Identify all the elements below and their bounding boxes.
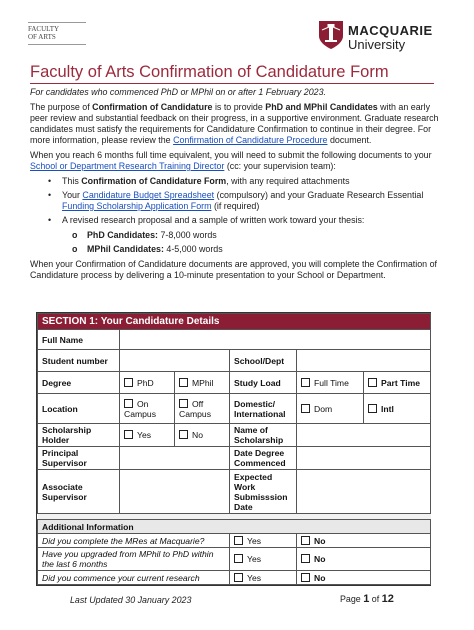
upgrade-question: Have you upgraded from MPhil to PhD within the last 6 months	[38, 548, 230, 571]
upgrade-no-option[interactable]	[297, 548, 431, 571]
title-divider	[30, 83, 434, 84]
option-label: On Campus	[124, 398, 156, 419]
full-name-field[interactable]	[120, 330, 431, 350]
checkbox[interactable]	[368, 404, 377, 413]
option-label: No	[314, 572, 326, 583]
option-label: MPhil	[192, 377, 214, 388]
student-number-label: Student number	[38, 350, 120, 372]
dom-option[interactable]	[297, 394, 364, 424]
logo-name-line2: University	[348, 37, 406, 52]
scholarship-form-link[interactable]: Funding Scholarship Application Form	[62, 201, 212, 211]
text: with an early peer review and substantial feedback on their progress, in a supportive environment. Graduate research candidates must satisfy the requirements for Candidature Confirmation to continue in their degree. For more information, please review the	[30, 102, 439, 145]
additional-info-heading: Additional Information	[38, 520, 431, 534]
option-label: No	[192, 430, 203, 440]
upgrade-yes-option[interactable]	[230, 548, 297, 571]
text: The purpose of	[30, 102, 93, 112]
mres-yes-option[interactable]	[230, 534, 297, 548]
off-campus-option[interactable]	[175, 394, 230, 424]
commence-no-option[interactable]	[297, 571, 431, 585]
mres-question: Did you complete the MRes at Macquarie?	[38, 534, 230, 548]
full-time-option[interactable]	[297, 372, 364, 394]
location-label: Location	[38, 394, 120, 424]
checkbox[interactable]	[124, 399, 133, 408]
logo-name-line1: MACQUARIE	[348, 23, 433, 38]
list-item	[30, 190, 440, 212]
current-page: 1	[363, 593, 370, 605]
part-time-option[interactable]	[364, 372, 431, 394]
school-dept-field[interactable]	[297, 350, 431, 372]
checkbox[interactable]	[124, 378, 133, 387]
option-label: Part Time	[381, 377, 421, 388]
text: , with any required attachments	[226, 176, 350, 186]
date-commenced-label: Date Degree Commenced	[230, 447, 297, 470]
checkbox[interactable]	[179, 399, 188, 408]
checkbox[interactable]	[368, 378, 377, 387]
text: A revised research proposal and a sample of written work toward your thesis:	[62, 215, 365, 225]
scholarship-no-option[interactable]	[175, 424, 230, 447]
text: is to provide	[212, 102, 266, 112]
checkbox[interactable]	[301, 536, 310, 545]
intro-section	[30, 87, 440, 285]
option-label: Dom	[314, 403, 333, 414]
scholarship-name-label: Name of Scholarship	[230, 424, 297, 447]
text: This	[62, 176, 82, 186]
checkbox[interactable]	[301, 554, 310, 563]
checkbox[interactable]	[124, 430, 133, 439]
option-label: Yes	[247, 554, 262, 564]
intro-paragraph-purpose	[30, 102, 440, 146]
list-item	[30, 230, 440, 241]
list-item	[30, 176, 440, 187]
option-label: Off Campus	[179, 398, 211, 419]
procedure-link[interactable]: Confirmation of Candidature Procedure	[173, 135, 328, 145]
text: 7-8,000 words	[158, 230, 217, 240]
associate-supervisor-field[interactable]	[120, 470, 230, 514]
full-name-label: Full Name	[38, 330, 120, 350]
on-campus-option[interactable]	[120, 394, 175, 424]
faculty-line2: OF ARTS	[28, 33, 56, 41]
bullet-icon: •	[48, 176, 52, 186]
macquarie-logo	[318, 18, 458, 52]
degree-phd-option[interactable]	[120, 372, 175, 394]
option-label: No	[314, 554, 326, 564]
page-title: Faculty of Arts Confirmation of Candidature Form	[30, 63, 389, 81]
scholarship-yes-option[interactable]	[120, 424, 175, 447]
bullet-icon: •	[48, 215, 52, 225]
checkbox[interactable]	[234, 536, 243, 545]
intro-subtitle: For candidates who commenced PhD or MPhil on or after 1 February 2023.	[30, 87, 326, 97]
school-dept-label: School/Dept	[230, 350, 297, 372]
research-training-director-link[interactable]: School or Department Research Training Director	[30, 161, 225, 171]
associate-supervisor-label: Associate Supervisor	[38, 470, 120, 514]
text-bold: MPhil Candidates:	[87, 244, 164, 254]
option-label: Full Time	[314, 377, 349, 388]
list-item	[30, 215, 440, 226]
degree-mphil-option[interactable]	[175, 372, 230, 394]
dom-intl-label: Domestic/ International	[230, 394, 297, 424]
text: (compulsory) and your Graduate Research Essential	[214, 190, 424, 200]
commence-question: Did you commence your current research	[38, 571, 230, 585]
budget-spreadsheet-link[interactable]: Candidature Budget Spreadsheet	[82, 190, 215, 200]
last-updated: Last Updated 30 January 2023	[70, 595, 192, 605]
page-number	[340, 593, 394, 605]
commence-yes-option[interactable]	[230, 571, 297, 585]
option-label: Yes	[247, 535, 262, 546]
option-label: No	[314, 535, 326, 546]
checkbox[interactable]	[301, 573, 310, 582]
total-pages: 12	[381, 593, 394, 605]
text: Your	[62, 190, 83, 200]
intl-option[interactable]	[364, 394, 431, 424]
text: 4-5,000 words	[163, 244, 223, 254]
word-count-list	[30, 230, 440, 255]
lighthouse-shield-icon	[318, 20, 344, 50]
option-label: Intl	[381, 403, 394, 414]
date-commenced-field[interactable]	[297, 447, 431, 470]
documents-list	[30, 176, 440, 226]
scholarship-holder-label: Scholarship Holder	[38, 424, 120, 447]
checkbox[interactable]	[234, 554, 243, 563]
faculty-line1: FACULTY	[28, 25, 60, 33]
expected-submission-label: Expected Work Submisssion Date	[230, 470, 297, 514]
text-bold: PhD Candidates:	[87, 230, 159, 240]
text: When you reach 6 months full time equivalent, you will need to submit the following documents to your	[30, 150, 432, 160]
checkbox[interactable]	[234, 573, 243, 582]
scholarship-name-field[interactable]	[297, 424, 431, 447]
candidature-details-form	[36, 312, 431, 586]
intro-paragraph-submit	[30, 150, 440, 172]
text-bold: Confirmation of Candidature	[92, 102, 213, 112]
checkbox[interactable]	[301, 404, 310, 413]
text-bold: PhD and MPhil Candidates	[265, 102, 378, 112]
principal-supervisor-label: Principal Supervisor	[38, 447, 120, 470]
option-label: Yes	[137, 430, 152, 440]
intro-paragraph-presentation: When your Confirmation of Candidature documents are approved, you will complete the Confirmation of Candidature process by delivering a 10-minute presentation to your School or Department.	[30, 259, 437, 280]
text-bold: Confirmation of Candidature Form	[81, 176, 227, 186]
circle-bullet-icon: o	[72, 230, 78, 240]
study-load-label: Study Load	[230, 372, 297, 394]
faculty-tag	[28, 22, 86, 45]
student-number-field[interactable]	[120, 350, 230, 372]
section-title: SECTION 1: Your Candidature Details	[38, 314, 431, 330]
faculty-rule	[28, 44, 86, 45]
expected-submission-field[interactable]	[297, 470, 431, 514]
checkbox[interactable]	[179, 378, 188, 387]
degree-label: Degree	[38, 372, 120, 394]
circle-bullet-icon: o	[72, 244, 78, 254]
text: Page	[340, 594, 364, 604]
principal-supervisor-field[interactable]	[120, 447, 230, 470]
text: of	[369, 594, 382, 604]
option-label: Yes	[247, 572, 262, 583]
bullet-icon: •	[48, 190, 52, 200]
text: (if required)	[211, 201, 260, 211]
checkbox[interactable]	[301, 378, 310, 387]
text: document.	[327, 135, 372, 145]
option-label: PhD	[137, 377, 154, 388]
mres-no-option[interactable]	[297, 534, 431, 548]
list-item	[30, 244, 440, 255]
checkbox[interactable]	[179, 430, 188, 439]
text: (cc: your supervision team):	[224, 161, 336, 171]
